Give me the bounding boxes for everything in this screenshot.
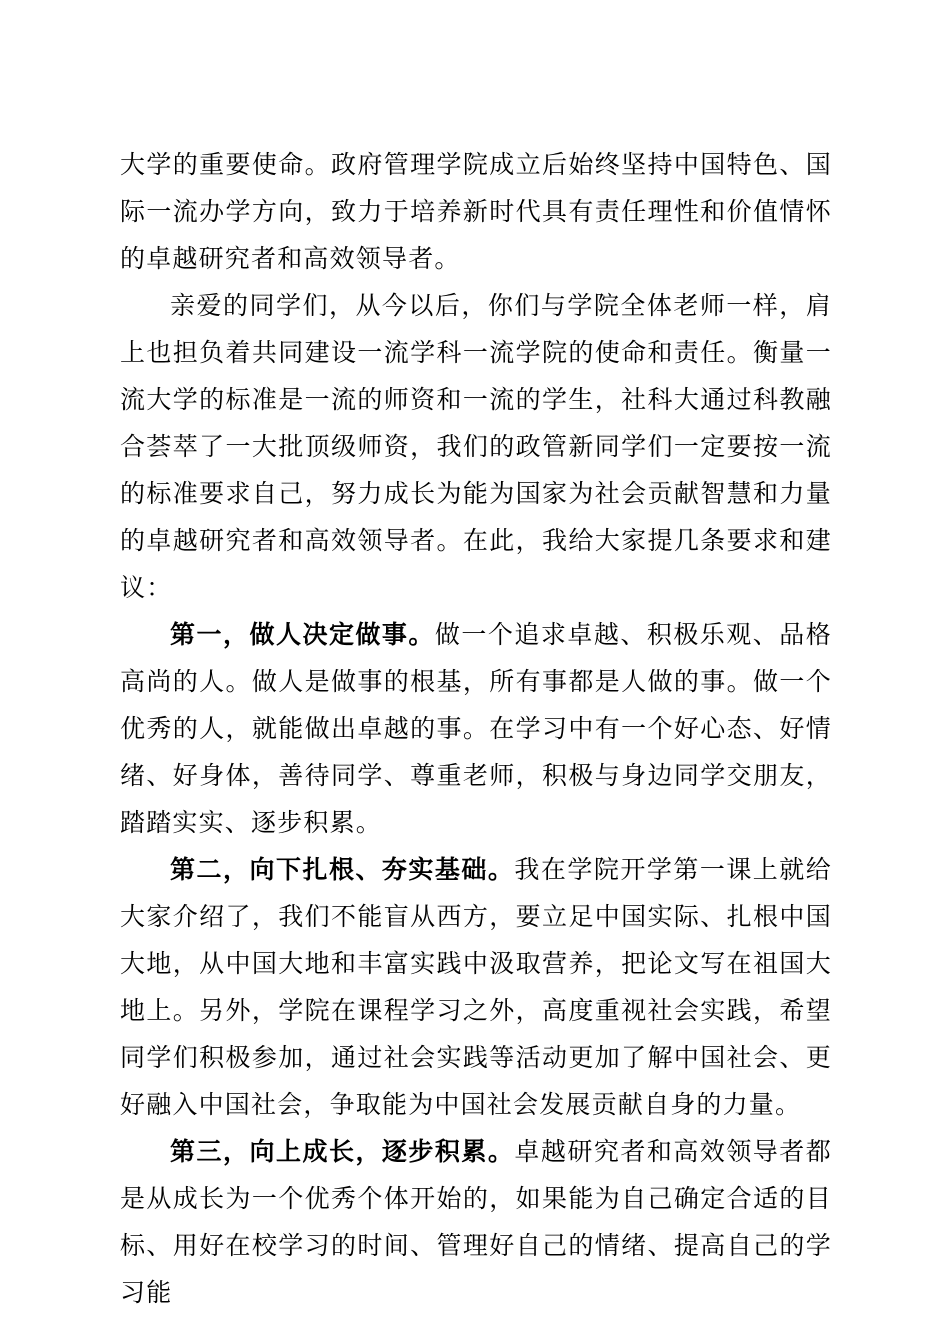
- paragraph-3-text: 做一个追求卓越、积极乐观、品格高尚的人。做人是做事的根基，所有事都是人做的事。做一个优秀的人，就能做出卓越的事。在学习中有一个好心态、好情绪、好身体，善待同学、尊重老师，积极与身边同学交朋友，踏踏实实、逐步积累。: [120, 620, 832, 837]
- paragraph-2: [120, 282, 832, 611]
- paragraph-1: [120, 141, 832, 282]
- paragraph-1-text: 大学的重要使命。政府管理学院成立后始终坚持中国特色、国际一流办学方向，致力于培养新时代具有责任理性和价值情怀的卓越研究者和高效领导者。: [120, 150, 832, 273]
- paragraph-2-text: 亲爱的同学们，从今以后，你们与学院全体老师一样，肩上也担负着共同建设一流学科一流学院的使命和责任。衡量一流大学的标准是一流的师资和一流的学生，社科大通过科教融合荟萃了一大批顶级师资，我们的政管新同学们一定要按一流的标准要求自己，努力成长为能为国家为社会贡献智慧和力量的卓越研究者和高效领导者。在此，我给大家提几条要求和建议：: [120, 291, 832, 602]
- paragraph-3-lead: 第一，做人决定做事。: [170, 620, 435, 649]
- paragraph-4-text: 我在学院开学第一课上就给大家介绍了，我们不能盲从西方，要立足中国实际、扎根中国大地，从中国大地和丰富实践中汲取营养，把论文写在祖国大地上。另外，学院在课程学习之外，高度重视社会实践，希望同学们积极参加，通过社会实践等活动更加了解中国社会、更好融入中国社会，争取能为中国社会发展贡献自身的力量。: [120, 855, 832, 1119]
- paragraph-4-lead: 第二，向下扎根、夯实基础。: [170, 855, 515, 884]
- paragraph-3: [120, 611, 832, 846]
- paragraph-5-lead: 第三，向上成长，逐步积累。: [170, 1137, 515, 1166]
- paragraph-5: [120, 1128, 832, 1316]
- paragraph-4: [120, 846, 832, 1128]
- document-page: [120, 141, 832, 1316]
- paragraph-5-text: 卓越研究者和高效领导者都是从成长为一个优秀个体开始的，如果能为自己确定合适的目标、用好在校学习的时间、管理好自己的情绪、提高自己的学习能: [120, 1137, 832, 1307]
